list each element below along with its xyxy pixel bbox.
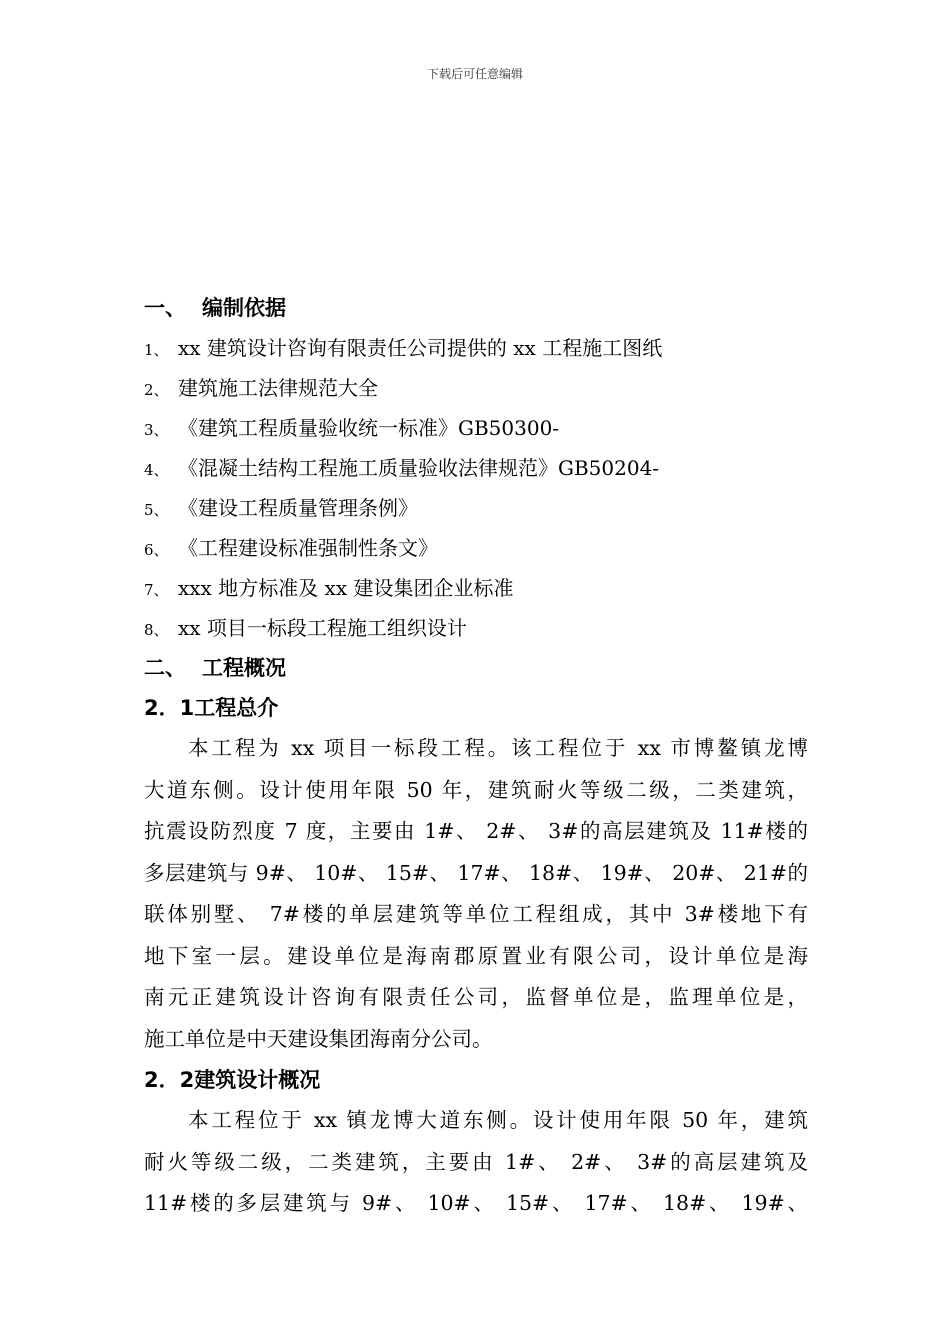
subsection-title: 工程总介 (194, 696, 279, 720)
subsection-heading-2-1 (144, 696, 808, 736)
paragraph-project-overview (144, 736, 808, 1068)
list-item-number: 3、 (144, 421, 169, 439)
paragraph-line: 大道东侧。设计使用年限 50 年，建筑耐火等级二级，二类建筑， (144, 777, 808, 802)
list-item (144, 416, 808, 456)
paragraph-line: 施工单位是中天建设集团海南分公司。 (144, 1026, 493, 1051)
list-item-number: 4、 (144, 461, 169, 479)
paragraph-line: 抗震设防烈度 7 度，主要由 1#、 2#、 3#的高层建筑及 11#楼的 (144, 819, 808, 843)
list-item (144, 376, 808, 416)
paragraph-line: 11#楼的多层建筑与 9#、 10#、 15#、 17#、 18#、 19#、 (144, 1191, 808, 1215)
section-title: 编制依据 (202, 296, 286, 320)
list-item-text: 《建筑工程质量验收统一标准》GB50300- (178, 416, 560, 440)
list-item-text: xx 项目一标段工程施工组织设计 (178, 616, 467, 640)
section-heading-2 (144, 656, 808, 696)
list-item-number: 8、 (144, 621, 169, 639)
section-heading-1 (144, 296, 808, 336)
section-title: 工程概况 (202, 656, 286, 680)
list-item-number: 5、 (144, 501, 169, 519)
page-header: 下载后可任意编辑 (426, 67, 523, 81)
paragraph-line: 多层建筑与 9#、 10#、 15#、 17#、 18#、 19#、 20#、 21#的 (144, 860, 808, 885)
list-item-number: 6、 (144, 541, 169, 559)
section-number: 一、 (144, 296, 186, 320)
list-item (144, 336, 808, 376)
list-item-number: 2、 (144, 381, 169, 399)
list-item-text: 《混凝土结构工程施工质量验收法律规范》GB50204- (178, 456, 660, 480)
subsection-number: 2．1 (144, 696, 195, 720)
list-item-text: 《工程建设标准强制性条文》 (178, 536, 438, 560)
list-item (144, 536, 808, 576)
list-item-number: 7、 (144, 581, 169, 599)
paragraph-line: 南元正建筑设计咨询有限责任公司，监督单位是，监理单位是， (144, 985, 808, 1009)
section-number: 二、 (144, 656, 186, 680)
list-item (144, 496, 808, 536)
list-item (144, 456, 808, 496)
subsection-title: 建筑设计概况 (194, 1068, 321, 1092)
subsection-heading-2-2 (144, 1068, 808, 1108)
list-item (144, 616, 808, 656)
paragraph-line: 本工程为 xx 项目一标段工程。该工程位于 xx 市博鳌镇龙博 (188, 736, 808, 760)
list-item-text: 建筑施工法律规范大全 (178, 376, 378, 400)
list-item (144, 576, 808, 616)
subsection-number: 2．2 (144, 1068, 195, 1092)
list-item-text: 《建设工程质量管理条例》 (178, 496, 418, 520)
list-item-number: 1、 (144, 341, 169, 359)
paragraph-architecture-overview (144, 1108, 808, 1233)
document-body (144, 296, 808, 1233)
list-item-text: xxx 地方标准及 xx 建设集团企业标准 (178, 576, 514, 600)
list-item-text: xx 建筑设计咨询有限责任公司提供的 xx 工程施工图纸 (178, 336, 663, 360)
paragraph-line: 地下室一层。建设单位是海南郡原置业有限公司，设计单位是海 (144, 943, 808, 968)
paragraph-line: 本工程位于 xx 镇龙博大道东侧。设计使用年限 50 年，建筑 (188, 1108, 808, 1132)
paragraph-line: 耐火等级二级，二类建筑，主要由 1#、 2#、 3#的高层建筑及 (144, 1149, 808, 1174)
paragraph-line: 联体别墅、 7#楼的单层建筑等单位工程组成，其中 3#楼地下有 (144, 902, 808, 926)
